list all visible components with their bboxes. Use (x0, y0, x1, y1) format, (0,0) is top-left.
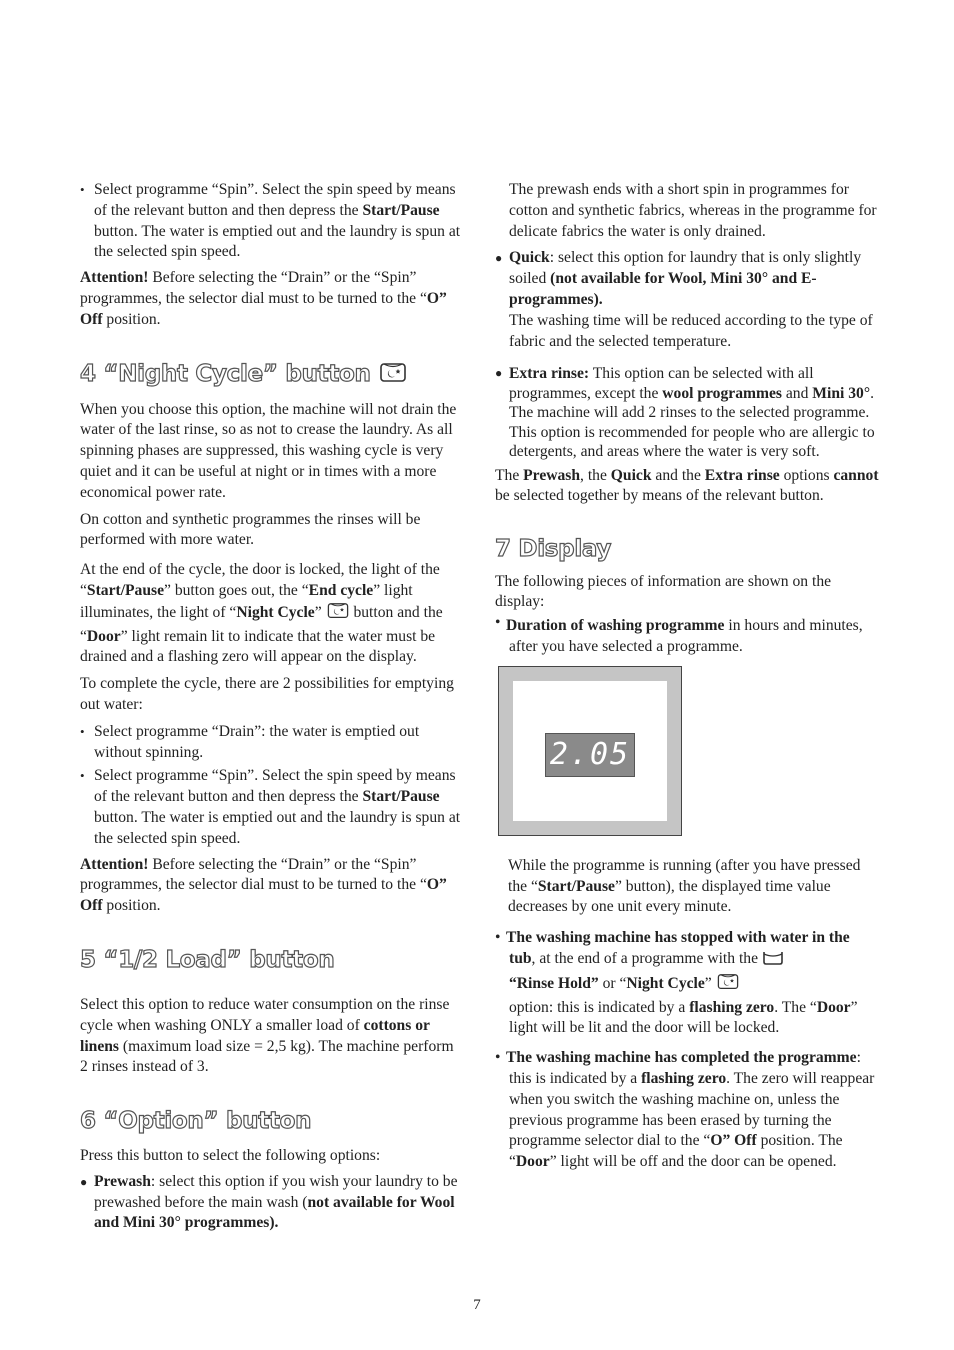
night-cycle-icon (378, 362, 408, 390)
night-cycle-icon (326, 602, 350, 627)
option-heading: 6 “Option” button (80, 1108, 312, 1135)
attention-note: Attention! Before selecting the “Drain” or the “Spin” programmes, the selector dial must to be turned to the “O” Off position. (80, 855, 447, 915)
option-list-continued (495, 248, 880, 461)
night-cycle-description: When you choose this option, the machine will not drain the water of the last rinse, so as not to crease the laundry. As all spinning phases are suppressed, this washing cycle is very quiet and it can be useful at night or in times with a more economical power rate. (80, 400, 457, 501)
left-column (80, 180, 462, 1239)
list-item: • Select programme “Spin”. Select the spin speed by means of the relevant button and then depress the Start/Pause button. The water is emptied out and the laundry is spun at the selected spin speed. (80, 181, 461, 261)
display-panel (513, 681, 667, 821)
emptying-options-list (80, 722, 462, 850)
combination-note: The Prewash, the Quick and the Extra rinse options cannot be selected together by means of the relevant button. (495, 467, 879, 504)
half-load-heading: 5 “1/2 Load” button (80, 946, 335, 973)
display-illustration (498, 666, 682, 836)
display-intro: The following pieces of information are shown on the display: (495, 572, 832, 611)
right-column (495, 180, 880, 1173)
half-load-description: Select this option to reduce water consumption on the rinse cycle when washing ONLY a smaller load of cottons or linens (maximum load size = 2,5 kg). The machine perform 2 rinses instead of 3. (80, 995, 454, 1076)
list-item: ● Prewash: select this option if you wish your laundry to be prewashed before the main wash (not available for Wool and Mini 30° programmes). (80, 1172, 458, 1232)
night-cycle-icon (716, 973, 740, 998)
night-cycle-rinse-note: On cotton and synthetic programmes the rinses will be performed with more water. (80, 510, 421, 549)
page-number: 7 (473, 1297, 481, 1313)
prewash-continuation: The prewash ends with a short spin in programmes for cotton and synthetic fabrics, whereas in the programme for delicate fabrics the water is only drained. (509, 181, 877, 240)
list-item: • Select programme “Spin”. Select the spin speed by means of the relevant button and then depress the Start/Pause button. The water is emptied out and the laundry is spun at the selected spin speed. (80, 767, 461, 847)
completed-item: • The washing machine has completed the programme: this is indicated by a flashing zero. The zero will reappear when you switch the washing machine on, unless the previous programme has been erased by turning the programme selector dial to the “O” Off position. The “Door” light will be off and the door can be opened. (495, 1049, 875, 1171)
list-item: • Select programme “Drain”: the water is emptied out without spinning. (80, 722, 420, 761)
stopped-item: • The washing machine has stopped with water in the tub, at the end of a programme with the “Rinse Hold” or “Night Cycle” option: this is indicated by a flashing zero. The “Door” light will be lit and the door will be locked. (495, 929, 858, 1037)
emptying-intro: To complete the cycle, there are 2 possibilities for emptying out water: (80, 675, 454, 713)
lcd-readout: 2.05 (545, 733, 635, 777)
attention-note: Attention! Before selecting the “Drain” or the “Spin” programmes, the selector dial must to be turned to the “O” Off position. (80, 269, 447, 328)
night-cycle-end-note: At the end of the cycle, the door is locked, the light of the “Start/Pause” button goes out, the “End cycle” light illuminates, the light of “Night Cycle” button and the “Door” light remain lit to indicate that the water must be drained and a flashing zero will appear on the display. (80, 561, 443, 666)
night-cycle-heading: 4 “Night Cycle” button (80, 361, 462, 390)
list-item: ● Extra rinse: This option can be selected with all programmes, except the wool programmes and Mini 30°. The machine will add 2 rinses to the selected programme. This option is recommended for people who are allergic to detergents, and areas where the water is very soft. (495, 365, 875, 460)
spin-bullet-list-top (80, 180, 462, 263)
rinse-hold-icon (762, 950, 784, 973)
option-list (80, 1172, 462, 1234)
option-intro: Press this button to select the following options: (80, 1147, 381, 1165)
display-heading: 7 Display (495, 535, 612, 562)
list-item: ● Quick: select this option for laundry that is only slightly soiled (not available for Wool, Mini 30° and E-programmes). The washing time will be reduced according to the type of fabric and the selected temperature. (495, 249, 873, 350)
running-note: While the programme is running (after you have pressed the “Start/Pause” button), the displayed time value decreases by one unit every minute. (508, 856, 861, 916)
duration-item: • Duration of washing programme in hours and minutes, after you have selected a programme. (495, 614, 863, 655)
